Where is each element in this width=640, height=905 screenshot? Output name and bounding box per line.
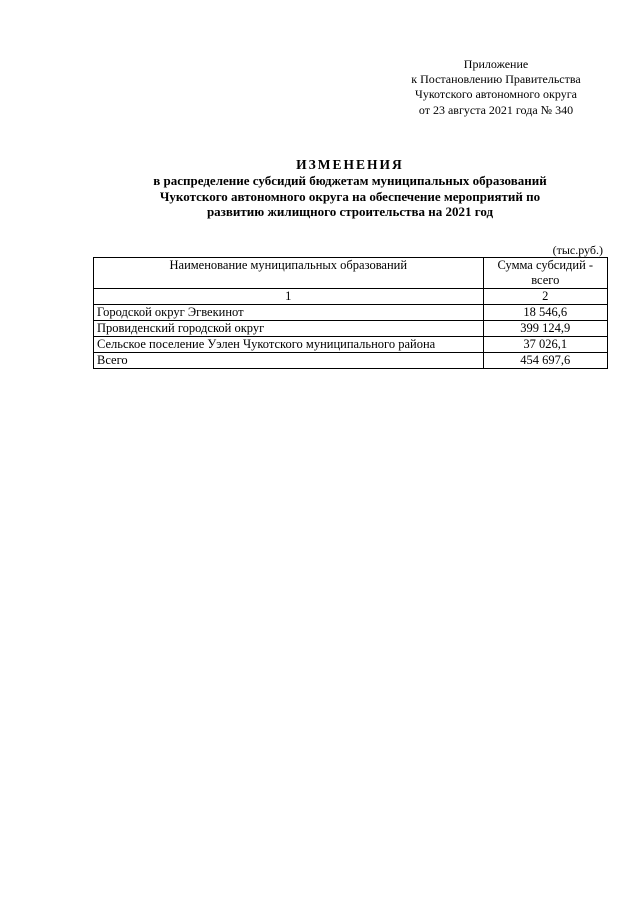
total-sum: 454 697,6 [483,353,607,369]
units-label: (тыс.руб.) [552,243,603,257]
subsidy-sum: 399 124,9 [483,321,607,337]
table-header-row [94,258,608,289]
column-number: 1 [94,289,484,305]
table-column-numbers-row [94,289,608,305]
appendix-line: Чукотского автономного округа [415,87,577,102]
table-total-row [94,353,608,369]
table-row [94,337,608,353]
column-number: 2 [483,289,607,305]
title-line: Чукотского автономного округа на обеспечение мероприятий по [159,188,541,204]
appendix-line: Приложение [463,57,529,71]
header-sum: Сумма субсидий - всего [483,258,607,289]
title-line: развитию жилищного строительства на 2021 год [206,204,494,220]
subsidy-sum: 37 026,1 [483,337,607,353]
total-label: Всего [94,353,484,369]
header-name: Наименование муниципальных образований [94,258,484,289]
table-row [94,305,608,321]
title-line: в распределение субсидий бюджетам муниципальных образований [153,173,547,188]
municipality-name: Городской округ Эгвекинот [94,305,484,321]
title-main: ИЗМЕНЕНИЯ [296,157,404,172]
document-title [95,156,605,220]
appendix-line: к Постановлению Правительства [411,72,581,87]
appendix-header [390,57,602,118]
municipality-name: Сельское поселение Уэлен Чукотского муниципального района [94,337,484,353]
subsidies-table [93,257,608,369]
municipality-name: Провиденский городской округ [94,321,484,337]
subsidy-sum: 18 546,6 [483,305,607,321]
table-row [94,321,608,337]
appendix-line: от 23 августа 2021 года № 340 [418,102,574,117]
